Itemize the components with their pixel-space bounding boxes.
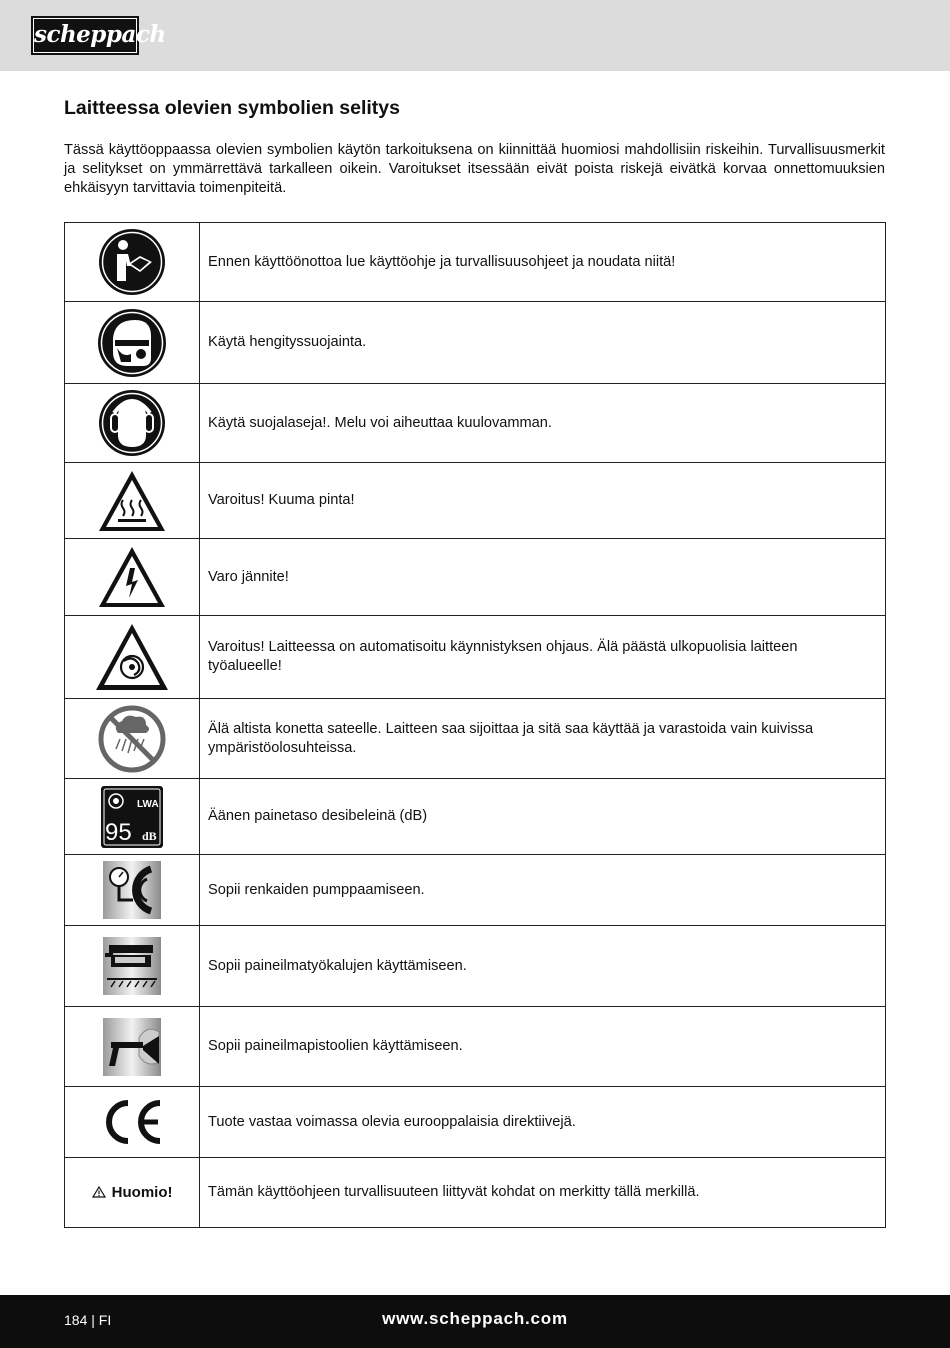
footer [0, 1295, 950, 1348]
top-bar [0, 0, 950, 71]
page-number: 184 | FI [64, 1312, 112, 1328]
sound-level-icon [100, 785, 164, 849]
website-link[interactable]: www.scheppach.com [382, 1309, 568, 1328]
row-description: Ennen käyttöönottoa lue käyttöohje ja turvallisuusohjeet ja noudata niitä! [200, 223, 886, 302]
respirator-icon [97, 308, 167, 378]
icon-cell [65, 1087, 200, 1158]
symbol-table [64, 222, 886, 1228]
icon-cell [65, 1007, 200, 1087]
sound-value: 95 [105, 818, 132, 846]
icon-cell [65, 779, 200, 855]
icon-cell [65, 699, 200, 779]
huomio-label [92, 1184, 173, 1201]
row-description: Sopii paineilmapistoolien käyttämiseen. [200, 1007, 886, 1087]
row-description: Sopii renkaiden pumppaamiseen. [200, 855, 886, 926]
icon-cell [65, 539, 200, 616]
ce-mark-icon [98, 1097, 166, 1147]
nailer-icon [103, 937, 161, 995]
icon-cell [65, 463, 200, 539]
table-row [65, 855, 886, 926]
row-description: Tuote vastaa voimassa olevia eurooppalaisia direktiivejä. [200, 1087, 886, 1158]
table-row [65, 223, 886, 302]
page-title: Laitteessa olevien symbolien selitys [64, 97, 400, 119]
read-manual-icon [98, 228, 166, 296]
icon-cell [65, 223, 200, 302]
lwa-label: LWA [137, 798, 159, 810]
hot-surface-icon [96, 468, 168, 534]
table-row [65, 1007, 886, 1087]
table-row [65, 1087, 886, 1158]
table-row [65, 1158, 886, 1228]
icon-cell [65, 616, 200, 699]
table-row [65, 384, 886, 463]
ear-protection-icon [98, 389, 166, 457]
row-description: Käytä suojalaseja!. Melu voi aiheuttaa kuulovamman. [200, 384, 886, 463]
row-description: Varoitus! Laitteessa on automatisoitu käynnistyksen ohjaus. Älä päästä ulkopuolisia laitteen työalueelle! [200, 616, 886, 699]
tyre-inflation-icon [103, 861, 161, 919]
no-rain-icon [98, 705, 166, 773]
row-description: Varo jännite! [200, 539, 886, 616]
table-row [65, 539, 886, 616]
high-voltage-icon [96, 544, 168, 610]
warning-triangle-icon [92, 1186, 106, 1198]
table-row [65, 463, 886, 539]
row-description: Sopii paineilmatyökalujen käyttämiseen. [200, 926, 886, 1007]
row-description: Älä altista konetta sateelle. Laitteen saa sijoittaa ja sitä saa käyttää ja varastoida vain kuivissa ympäristöolosuhteissa. [200, 699, 886, 779]
automatic-start-icon [93, 621, 171, 693]
row-description: Varoitus! Kuuma pinta! [200, 463, 886, 539]
intro-paragraph: Tässä käyttöoppaassa olevien symbolien käytön tarkoituksena on kiinnittää huomiosi mahdollisiin riskeihin. Turvallisuusmerkit ja selitykset on ymmärrettävä tarkalleen oikein. Varoitukset itsessään eivät poista riskejä eivätkä korvaa onnettomuuksien ehkäisyyn tarvittavia toimenpiteitä. [64, 142, 885, 196]
row-description: Käytä hengityssuojainta. [200, 302, 886, 384]
row-description: Tämän käyttöohjeen turvallisuuteen liittyvät kohdat on merkitty tällä merkillä. [200, 1158, 886, 1228]
spray-gun-icon [103, 1018, 161, 1076]
sound-unit: dB [142, 828, 157, 843]
table-row [65, 302, 886, 384]
icon-cell [65, 302, 200, 384]
icon-cell [65, 855, 200, 926]
row-description: Äänen painetaso desibeleinä (dB) [200, 779, 886, 855]
logo-text: scheppach [33, 18, 137, 53]
table-row [65, 699, 886, 779]
scheppach-logo [31, 16, 166, 55]
table-row [65, 616, 886, 699]
huomio-text: Huomio! [111, 1183, 173, 1201]
icon-cell [65, 926, 200, 1007]
table-row [65, 779, 886, 855]
icon-cell [65, 384, 200, 463]
icon-cell [65, 1158, 200, 1228]
table-row [65, 926, 886, 1007]
